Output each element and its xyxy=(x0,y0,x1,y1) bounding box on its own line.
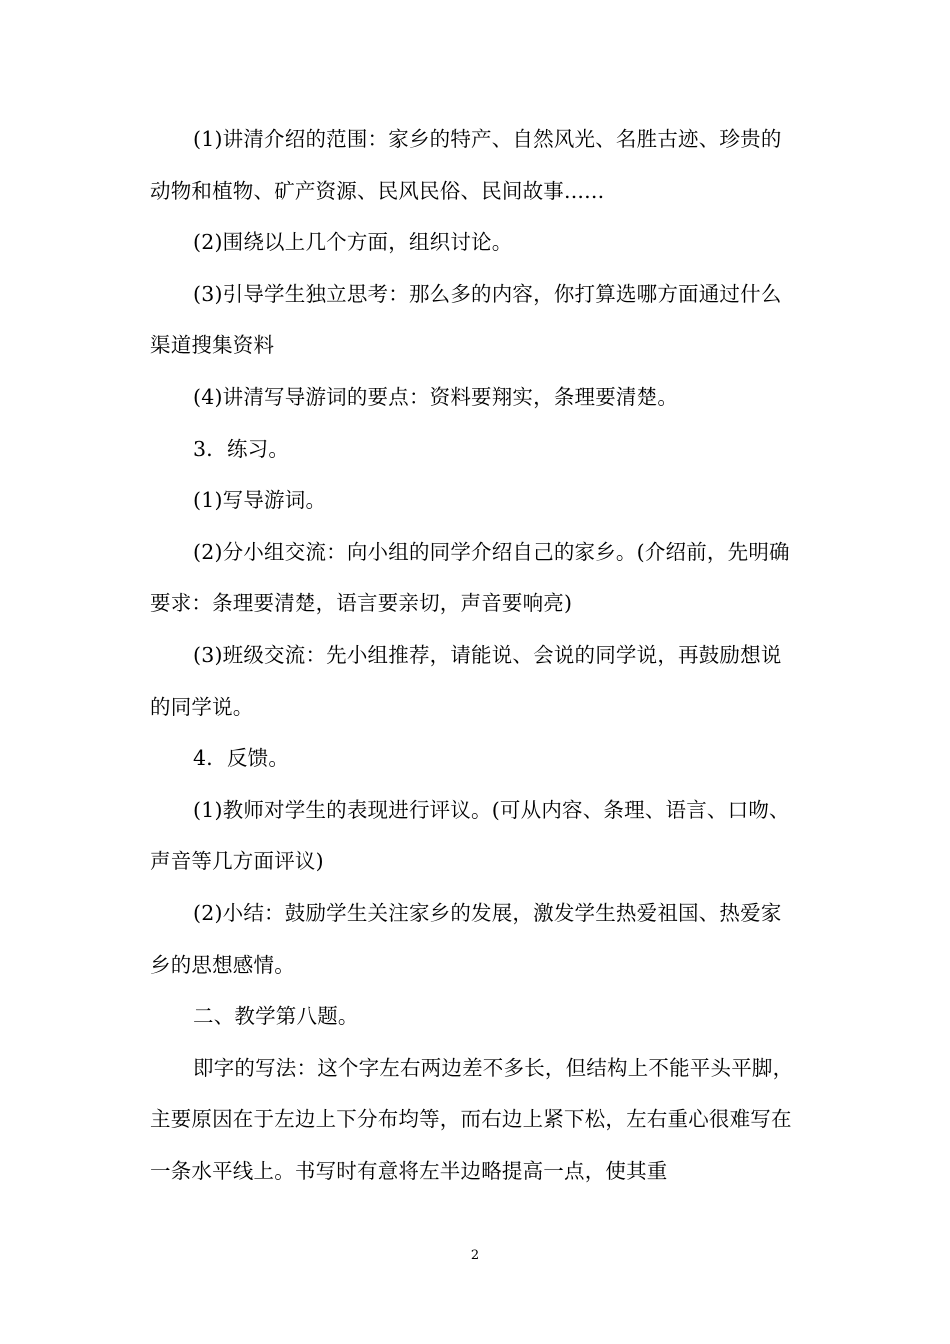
page-number: 2 xyxy=(470,1248,480,1263)
body-text xyxy=(150,114,802,1197)
paragraph-10: 即字的写法：这个字左右两边差不多长，但结构上不能平头平脚，主要原因在于左边上下分布均等，而右边上紧下松，左右重心很难写在一条水平线上。书写时有意将左半边略提高一点，使其重 xyxy=(150,1055,794,1183)
paragraph-3: (3)引导学生独立思考：那么多的内容，你打算选哪方面通过什么渠道搜集资料 xyxy=(150,281,782,358)
section-heading-3: 3．练习。 xyxy=(193,436,290,461)
paragraph-5: (1)写导游词。 xyxy=(193,488,327,513)
paragraph-8: (1)教师对学生的表现进行评议。(可从内容、条理、语言、口吻、声音等几方面评议) xyxy=(150,797,790,874)
paragraph-1: (1)讲清介绍的范围：家乡的特产、自然风光、名胜古迹、珍贵的动物和植物、矿产资源、民风民俗、民间故事...... xyxy=(150,127,782,203)
paragraph-7: (3)班级交流：先小组推荐，请能说、会说的同学说，再鼓励想说的同学说。 xyxy=(150,642,782,719)
paragraph-4: (4)讲清写导游词的要点：资料要翔实，条理要清楚。 xyxy=(193,384,679,409)
paragraph-2: (2)围绕以上几个方面，组织讨论。 xyxy=(193,230,513,255)
paragraph-6: (2)分小组交流：向小组的同学介绍自己的家乡。(介绍前，先明确要求：条理要清楚，语言要亲切，声音要响亮) xyxy=(150,539,790,616)
section-heading-4: 4．反馈。 xyxy=(193,746,290,771)
section-heading-2: 二、教学第八题。 xyxy=(193,1004,359,1029)
paragraph-9: (2)小结：鼓励学生关注家乡的发展，激发学生热爱祖国、热爱家乡的思想感情。 xyxy=(150,900,782,977)
